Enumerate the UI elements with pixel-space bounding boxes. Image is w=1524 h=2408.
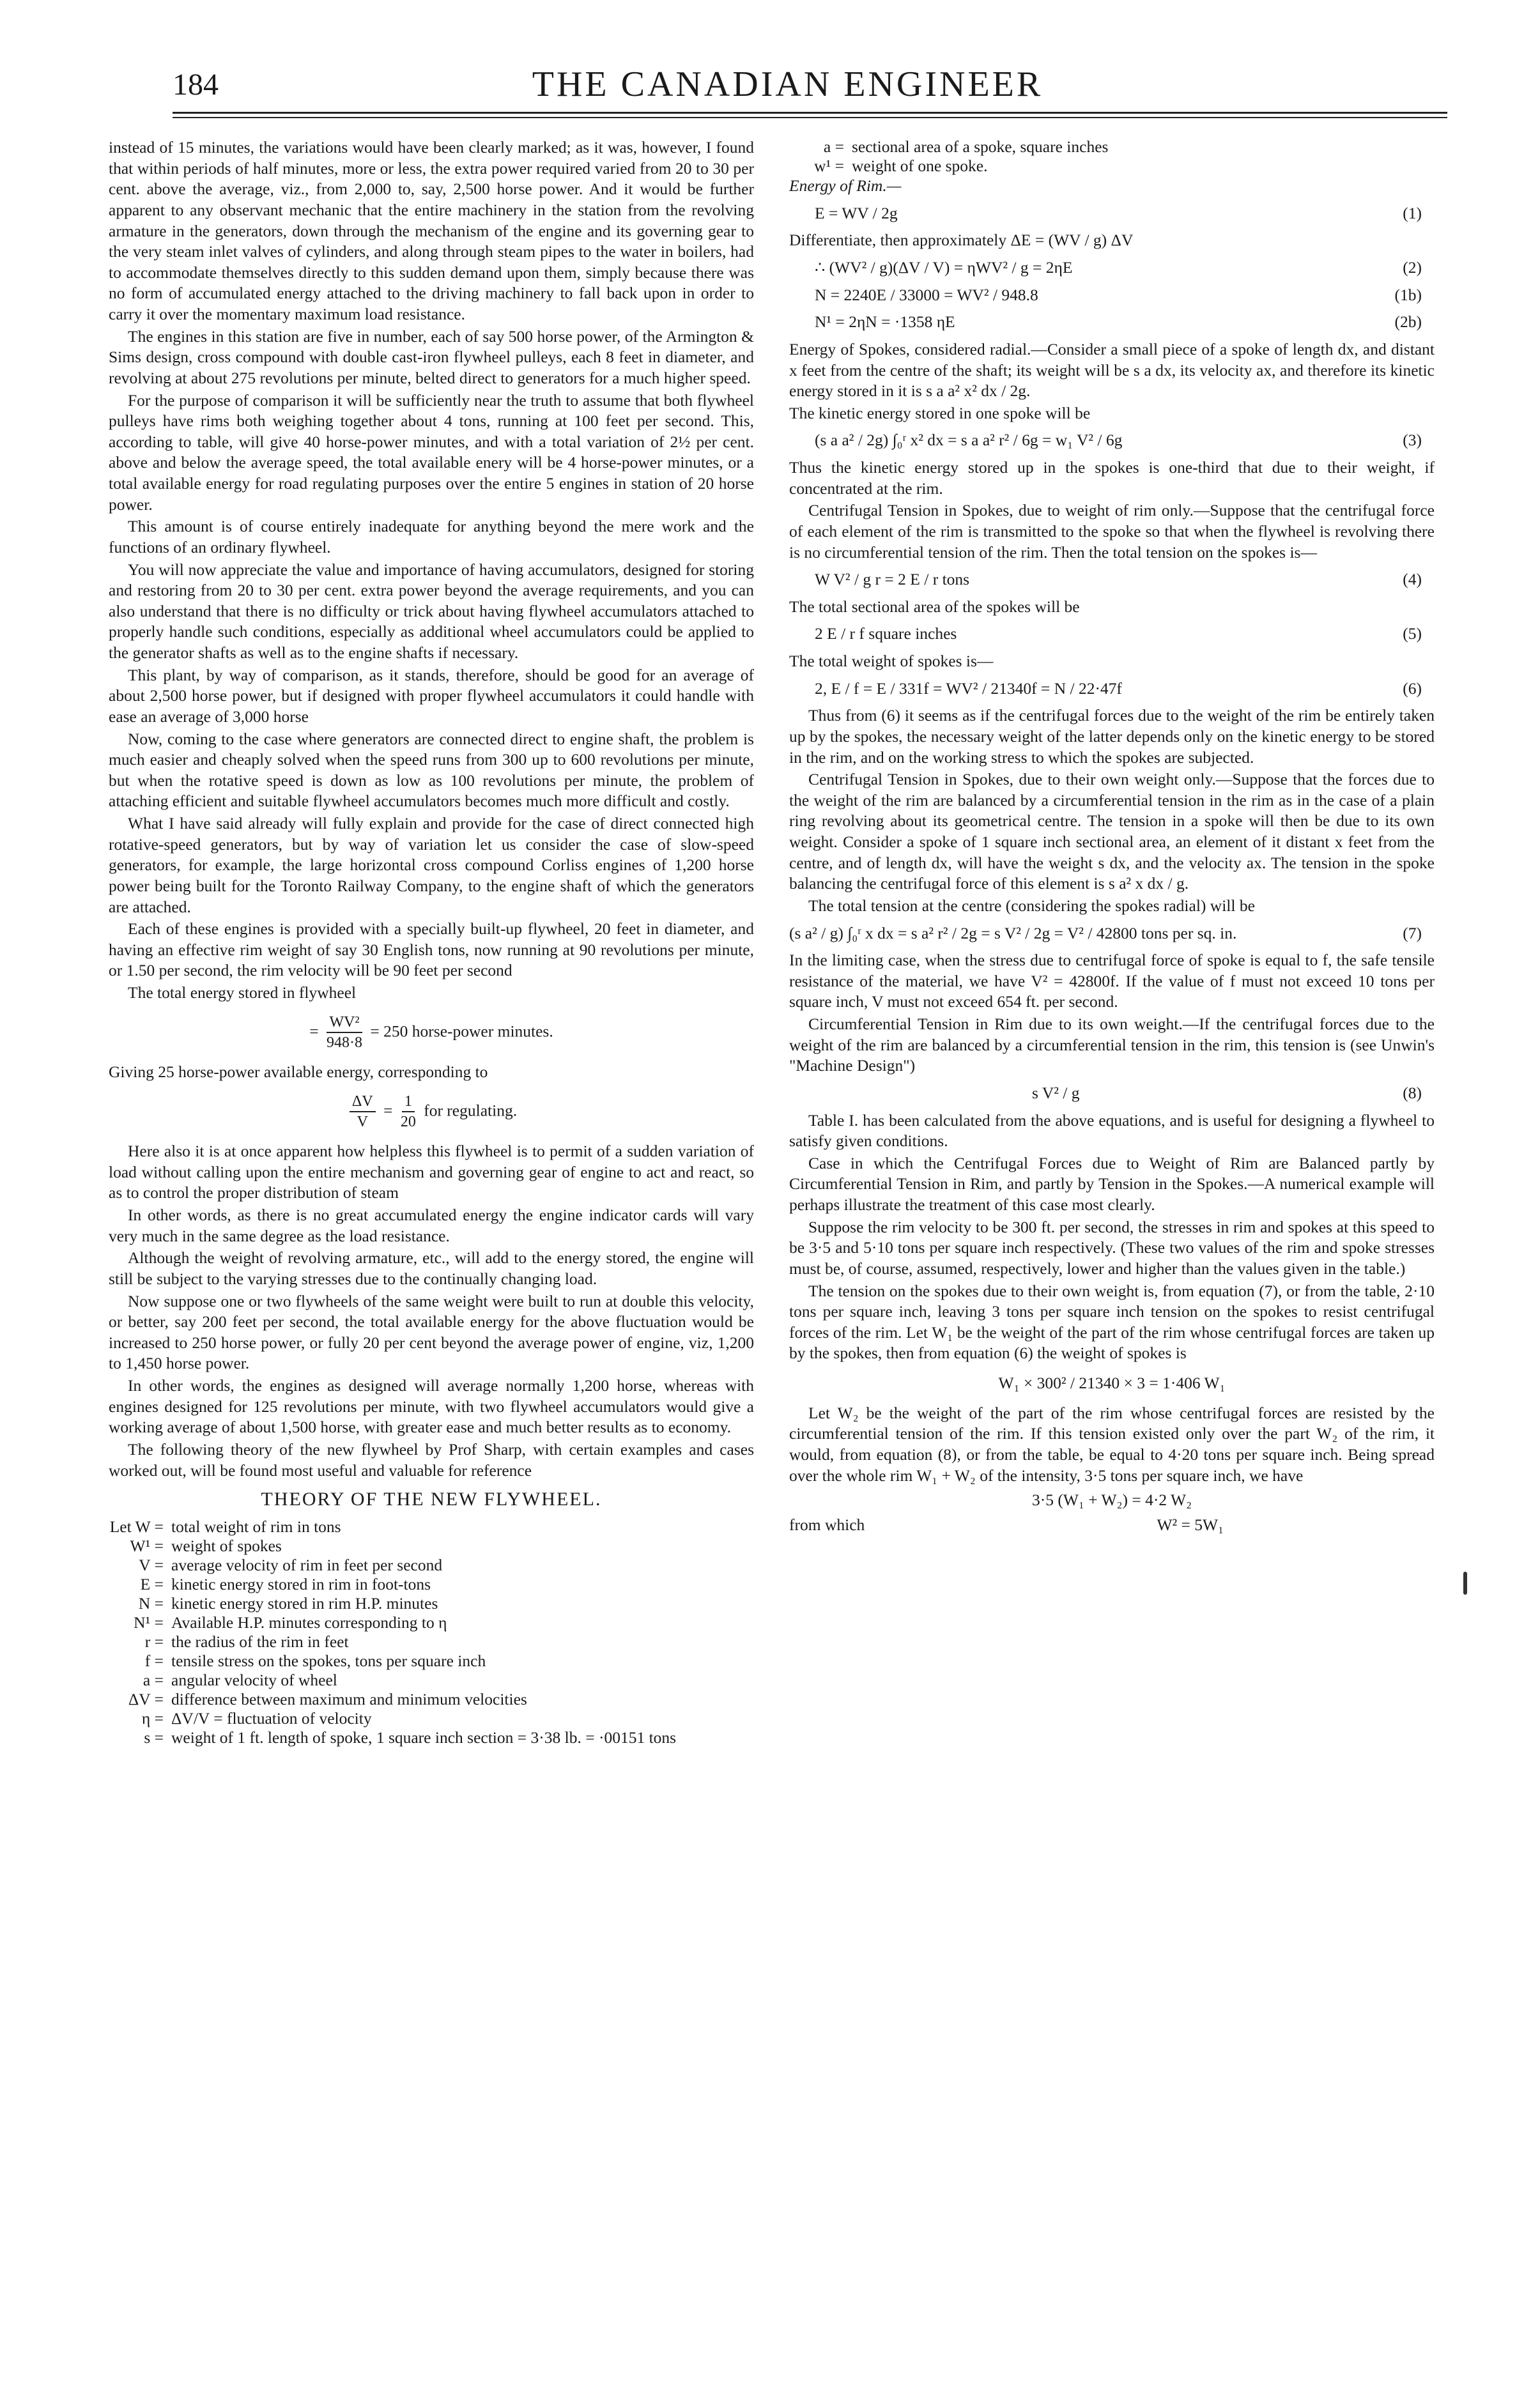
paragraph: Now suppose one or two flywheels of the same weight were built to run at double this velocity, or better, say 200 feet per second, the total available energy for the above fluctuation would be increased to 250 horse power, or fully 20 per cent beyond the average power of engine, viz, 1,200 to 1,450 horse power. [109,1291,754,1373]
paragraph: The engines in this station are five in number, each of say 500 horse power, of the Armington & Sims design, cross compound with double cast-iron flywheel pulleys, each 8 feet in diameter, and revolving at about 275 revolutions per minute, belted direct to generators for a much higher speed. [109,326,754,387]
paragraph: Here also it is at once apparent how helpless this flywheel is to permit of a sudden variation of load without calling upon the entire mechanism and governing gear of engine to act and react, so as to control the proper distribution of steam [109,1142,754,1202]
equation: W₁ × 300² / 21340 × 3 = 1·406 W₁ [998,1374,1226,1393]
paragraph: The total sectional area of the spokes will be [789,597,1080,616]
equation: s V² / g (8) [1032,1083,1422,1102]
definition: ΔV = difference between maximum and minimum velocities [128,1690,527,1709]
paragraph: Giving 25 horse-power available energy, corresponding to [109,1062,488,1082]
equation: (s a² / g) ∫₀ʳ x dx = s a² r² / 2g = s V² / 2g = V² / 42800 tons per sq. in. (7) [789,923,1422,942]
paragraph: The total tension at the centre (considering the spokes radial) will be [808,896,1255,915]
paragraph: The kinetic energy stored in one spoke will be [789,403,1091,422]
definition: η = ΔV/V = fluctuation of velocity [141,1709,372,1728]
definitions-list [109,1517,754,1748]
definition: Let W = total weight of rim in tons [109,1517,341,1536]
paragraph: This amount is of course entirely inadequate for anything beyond the mere work and the functions of an ordinary flywheel. [109,517,754,556]
paragraph: In other words, the engines as designed will average normally 1,200 horse, whereas with engines designed for 125 revolutions per minute, with two flywheel accumulators would give a working average of about 1,500 horse, with greater ease and much better results as to economy. [109,1376,754,1437]
paragraph: In the limiting case, when the stress due to centrifugal force of spoke is equal to f, the safe tensile resistance of the material, we have V² = 42800f. If the value of f must not exceed 10 tons per square inch, V must not exceed 654 ft. per second. [789,951,1435,1011]
equation: = $\frac{\text{WV²}}{948\cdot 8}$ = 250 horse-power minutes. [309,1013,553,1052]
paragraph: In other words, as there is no great accumulated energy the engine indicator cards will vary very much in the same degree as the load resistance. [109,1206,754,1245]
definition: a = sectional area of a spoke, square inches [823,137,1109,156]
paragraph: You will now appreciate the value and importance of having accumulators, designed for storing and restoring from 20 to 30 per cent. extra power beyond the average requirements, and you can also understand that there is no difficulty or trick about having flywheel accumulators attached to properly handle such conditions, especially as additional wheel accumulators could be applied to the generator shafts as well as to the engine shafts if necessary. [109,560,754,662]
definition: N¹ = Available H.P. minutes corresponding to η [134,1613,447,1632]
definition: a = angular velocity of wheel [142,1671,337,1690]
paragraph: What I have said already will fully explain and provide for the case of direct connected high rotative-speed generators, but by way of variation let us consider the case of slow-speed generators, for example, the large horizontal cross compound Corliss engines of 1,200 horse power being built for the Toronto Railway Company, to the engine shaft of which the generators are attached. [109,814,754,916]
paragraph: Thus from (6) it seems as if the centrifugal forces due to the weight of the rim be entirely taken up by the spokes, the necessary weight of the latter depends only on the kinetic energy to be stored in the rim, and on the working stress to which the spokes are subjected. [789,706,1435,767]
journal-title: THE CANADIAN ENGINEER [532,65,1043,104]
margin-mark [1463,1572,1467,1595]
section-heading: THEORY OF THE NEW FLYWHEEL. [261,1489,602,1510]
paragraph: Each of these engines is provided with a specially built-up flywheel, 20 feet in diameter, and having an effective rim weight of say 30 English tons, now running at 90 revolutions per minute, or 1.50 per second, the rim velocity will be 90 feet per second [109,919,754,980]
paragraph: Thus the kinetic energy stored up in the spokes is one-third that due to their weight, if concentrated at the rim. [789,458,1435,498]
paragraph: Energy of Spokes, considered radial.—Consider a small piece of a spoke of length dx, and distant x feet from the centre of the shaft; its weight will be s a dx, its velocity ax, and therefore its kinetic energy stored in it is s a a² x² dx / 2g. [789,339,1435,401]
equation: N¹ = 2ηN = ·1358 ηE (2b) [815,312,1422,332]
definition: N = kinetic energy stored in rim H.P. minutes [138,1593,438,1613]
page-number: 184 [173,68,219,102]
paragraph: The following theory of the new flywheel by Prof Sharp, with certain examples and cases worked out, will be found most useful and valuable for reference [109,1439,754,1480]
paragraph: instead of 15 minutes, the variations would have been clearly marked; as it was, however, I found that within periods of half minutes, more or less, the extra power required varied from 20 to 30 per cent. above the average, viz., from 2,000 to, say, 2,500 horse power. And it would be further apparent to any observant mechanic that the entire machinery in the station from the revolving armature in the generators, down through the mechanism of the engine and its governing gear to the very steam inlet valves of cylinders, and along through steam pipes to the water in boilers, had to accommodate themselves directly to this sudden demand upon them, simply because there was no form of accumulated energy attached to the driving machinery to fall back upon in order to carry it over the momentary maximum load resistance. [109,138,754,323]
equation: Differentiate, then approximately ΔE = (WV / g) ΔV [789,231,1134,250]
equation: E = WV / 2g (1) [815,203,1422,222]
paragraph: Centrifugal Tension in Spokes, due to their own weight only.—Suppose that the forces due to the weight of the rim are balanced by a circumferential tension in the rim as in the case of a plain ring revolving about its geometrical centre. The tension in a spoke will then be due to its own weight. Consider a spoke of 1 square inch sectional area, an element of it distant x feet from the centre, and of length dx, will have the weight s dx, and the velocity ax. The tension in the spoke balancing the centrifugal force of this element is s a² x dx / g. [789,770,1435,893]
paragraph: Table I. has been calculated from the above equations, and is useful for designing a flywheel to satisfy given conditions. [789,1110,1435,1151]
header-rule [173,117,1447,118]
definition: r = the radius of the rim in feet [144,1632,349,1651]
left-column [109,137,754,1747]
paragraph: Although the weight of revolving armature, etc., will add to the energy stored, the engine will still be subject to the varying stresses due to the continually changing load. [109,1248,754,1288]
equation: $\frac{\Delta V}{V}$ = $\frac{1}{20}$ for regulating. [109,1092,754,1132]
paragraph: The total weight of spokes is— [789,652,994,671]
header-rule [173,112,1447,114]
right-column [789,137,1435,1538]
paragraph: For the purpose of comparison it will be sufficiently near the truth to assume that both flywheel pulleys have rims both weighing together about 4 tons, running at 100 feet per second. This, according to table, will give 40 horse-power minutes, and with a total variation of 2½ per cent. above and below the average speed, the total available enery will be 4 horse-power minutes, or a total available energy for road regulating purposes over the entire 5 engines in station of 20 horse power. [109,390,754,514]
paragraph: Circumferential Tension in Rim due to its own weight.—If the centrifugal forces due to the weight of the rim are balanced by a circumferential tension in the rim, this tension is (see Unwin's "Machine Design") [789,1015,1435,1075]
paragraph: The tension on the spokes due to their own weight is, from equation (7), or from the table, 2·10 tons per square inch, leaving 3 tons per square inch tension on the spokes to resist centrifugal forces of the rim. Let W₁ be the weight of the part of the rim whose centrifugal forces are taken up by the spokes, then from equation (6) the weight of spokes is [789,1281,1435,1363]
definition: W¹ = weight of spokes [130,1536,282,1555]
equation: 2 E / r f square inches (5) [815,624,1422,643]
paragraph: The total energy stored in flywheel [128,983,357,1002]
equation: 3·5 (W₁ + W₂) = 4·2 W₂ [1032,1491,1192,1510]
definition: E = kinetic energy stored in rim in foot-tons [140,1574,431,1593]
equation: N = 2240E / 33000 = WV² / 948.8 (1b) [815,285,1422,304]
paragraph: Case in which the Centrifugal Forces due to Weight of Rim are Balanced partly by Circumferential Tension in Rim, and partly by Tension in the Spokes.—A numerical example will perhaps illustrate the treatment of this case most clearly. [789,1153,1435,1215]
subsection-title: Energy of Rim.— [789,176,902,196]
definitions-list [789,137,1435,176]
equation: 2, E / f = E / 331f = WV² / 21340f = N / 22·47f (6) [815,679,1422,698]
paragraph: Suppose the rim velocity to be 300 ft. per second, the stresses in rim and spokes at this speed to be 3·5 and 5·10 tons per square inch respectively. (These two values of the rim and spoke stresses must be, of course, assumed, respectively, lower and higher than the values given in the table.) [789,1217,1435,1278]
paragraph: This plant, by way of comparison, as it stands, therefore, should be good for an average of about 2,500 horse power, but if designed with proper flywheel accumulators it could handle with ease an average of 3,000 horse [109,665,754,726]
paragraph: Let W₂ be the weight of the part of the rim whose centrifugal forces are resisted by the circumferential tension of the rim. If this tension existed only over the part W₂ of the rim, it would, from equation (8), or from the table, be equal to 4·20 tons per square inch. Being spread over the whole rim W₁ + W₂ of the intensity, 3·5 tons per square inch, we have [789,1403,1435,1485]
equation: ∴ (WV² / g)(ΔV / V) = ηWV² / g = 2ηE (2) [815,258,1422,277]
equation: (s a a² / 2g) ∫₀ʳ x² dx = s a a² r² / 6g = w₁ V² / 6g (3) [815,431,1422,450]
equation: W V² / g r = 2 E / r tons (4) [815,570,1422,589]
page-header [128,61,1447,105]
definition: w¹ = weight of one spoke. [814,157,988,176]
equation: from which W² = 5W₁ [789,1515,1224,1534]
paragraph: Centrifugal Tension in Spokes, due to weight of rim only.—Suppose that the centrifugal force of each element of the rim is transmitted to the spoke so that when the flywheel is revolving there is no circumferential tension of the rim. Then the total tension on the spokes is— [789,501,1435,562]
paragraph: Now, coming to the case where generators are connected direct to engine shaft, the problem is much easier and cheaply solved when the speed runs from 300 up to 600 revolutions per minute, but when the rotative speed is down as low as 100 revolutions per minute, the problem of attaching efficient and suitable flywheel accumulators becomes much more difficult and costly. [109,729,754,811]
definition: f = tensile stress on the spokes, tons per square inch [144,1652,486,1671]
definition: s = weight of 1 ft. length of spoke, 1 square inch section = 3·38 lb. = ·00151 tons [144,1728,677,1747]
definition: V = average velocity of rim in feet per second [139,1555,443,1574]
